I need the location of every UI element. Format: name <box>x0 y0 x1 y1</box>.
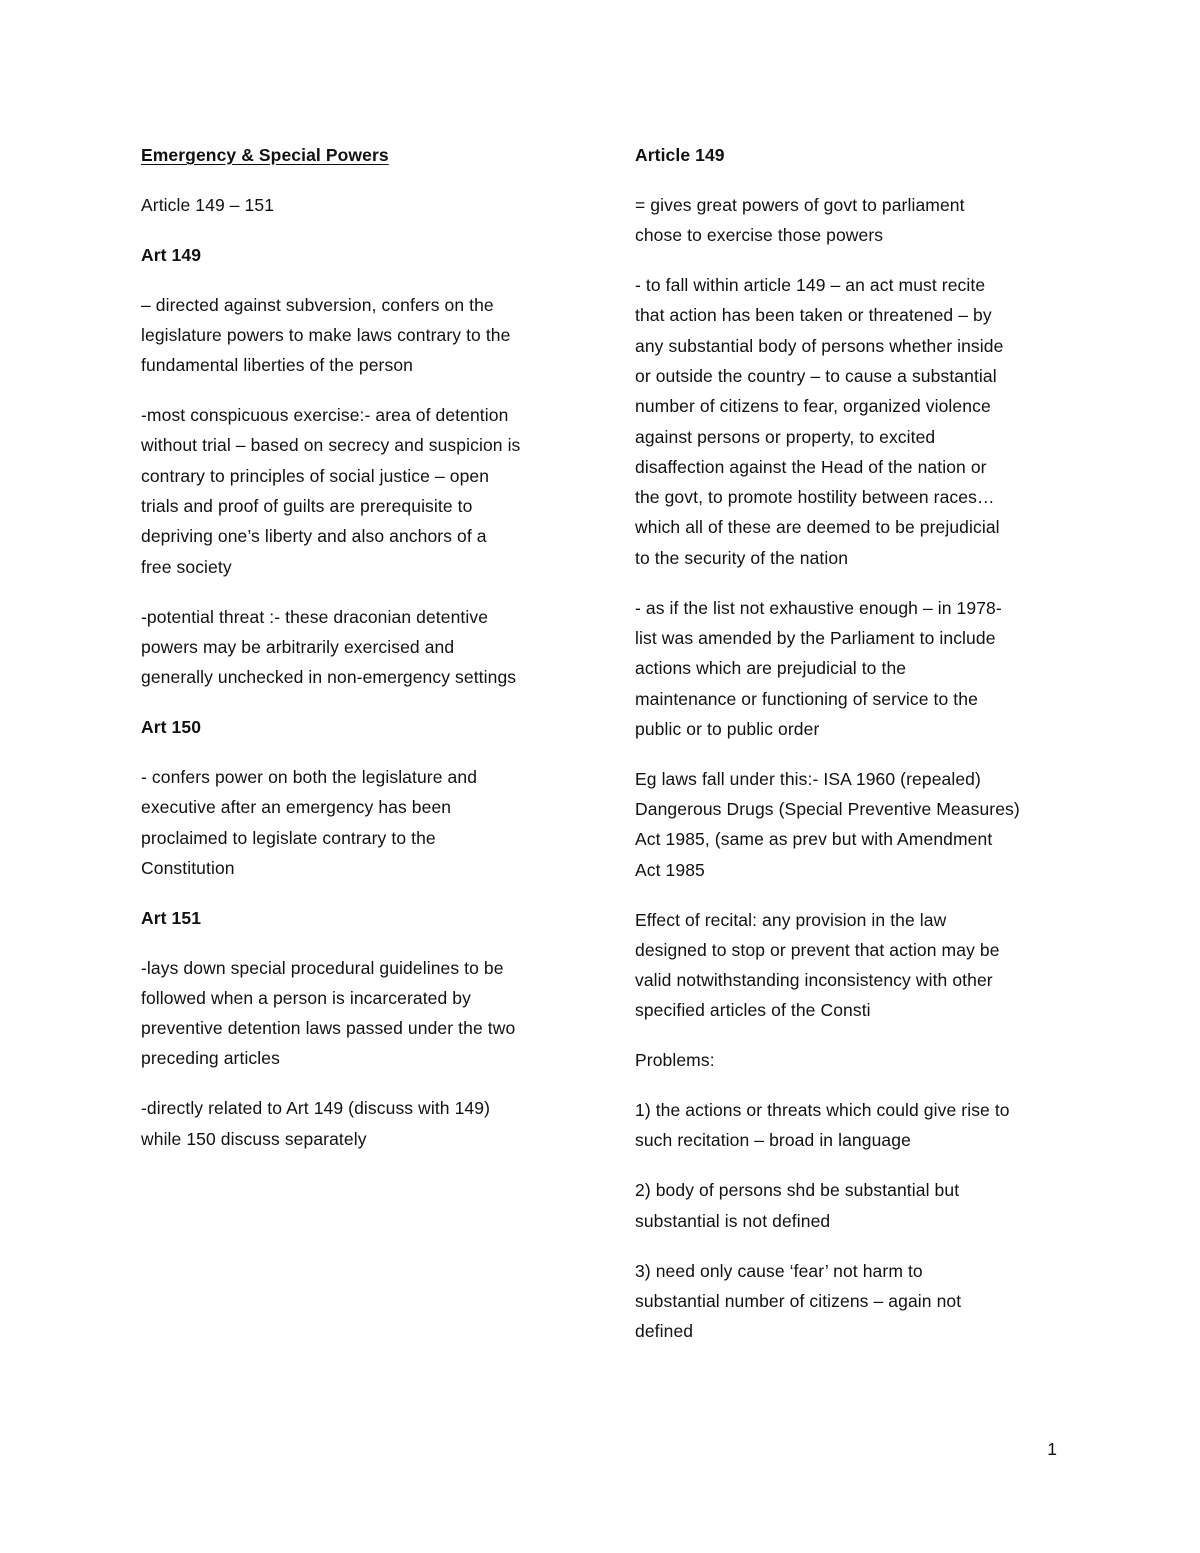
text-line: - to fall within article 149 – an act must recite <box>635 275 986 296</box>
text-line: any substantial body of persons whether inside <box>635 335 1004 356</box>
text-line: the govt, to promote hostility between races… <box>635 487 995 508</box>
paragraph-gap <box>141 582 577 602</box>
text-line: – directed against subversion, confers on the <box>141 294 494 315</box>
text-line: substantial is not defined <box>635 1210 831 1231</box>
left-column <box>141 140 577 1154</box>
text-line: powers may be arbitrarily exercised and <box>141 636 455 657</box>
text-line: substantial number of citizens – again not <box>635 1290 962 1311</box>
paragraph <box>141 1093 577 1154</box>
text-line: actions which are prejudicial to the <box>635 658 907 679</box>
document-title <box>141 140 577 170</box>
text-line: 3) need only cause ‘fear’ not harm to <box>635 1260 923 1281</box>
text-line: = gives great powers of govt to parliament <box>635 194 965 215</box>
text-line: chose to exercise those powers <box>635 225 884 246</box>
text-line: fundamental liberties of the person <box>141 355 413 376</box>
paragraph-gap <box>635 1076 1065 1096</box>
text-line: -potential threat :- these draconian detentive <box>141 606 489 627</box>
text-line: 1) the actions or threats which could give rise to <box>635 1100 1010 1121</box>
text-line: Article 149 – 151 <box>141 194 275 215</box>
paragraph-gap <box>635 1236 1065 1256</box>
paragraph <box>141 400 577 582</box>
paragraph <box>635 593 1065 744</box>
text-line: contrary to principles of social justice – open <box>141 465 490 486</box>
right-column <box>635 140 1065 1346</box>
text-line: disaffection against the Head of the nation or <box>635 456 987 477</box>
text-line: Act 1985 <box>635 859 705 880</box>
text-line: to the security of the nation <box>635 547 849 568</box>
text-line: list was amended by the Parliament to include <box>635 627 996 648</box>
text-line: - as if the list not exhaustive enough – in 1978- <box>635 597 1002 618</box>
text-line: Art 151 <box>141 907 202 928</box>
paragraph <box>635 905 1065 1026</box>
section-heading <box>141 903 577 933</box>
text-line: Art 149 <box>141 244 202 265</box>
text-line: Act 1985, (same as prev but with Amendment <box>635 829 993 850</box>
text-line: designed to stop or prevent that action may be <box>635 939 1000 960</box>
text-line: Article 149 <box>635 145 725 165</box>
text-line: trials and proof of guilts are prerequisite to <box>141 496 473 517</box>
paragraph <box>141 953 577 1074</box>
text-line: specified articles of the Consti <box>635 1000 871 1021</box>
text-line: -most conspicuous exercise:- area of detention <box>141 405 509 426</box>
paragraph-gap <box>141 220 577 240</box>
text-line: or outside the country – to cause a substantial <box>635 365 997 386</box>
paragraph-gap <box>635 573 1065 593</box>
paragraph <box>635 1045 1065 1075</box>
text-line: public or to public order <box>635 718 820 739</box>
paragraph <box>635 1095 1065 1156</box>
text-line: Art 150 <box>141 717 202 738</box>
text-line: Effect of recital: any provision in the law <box>635 909 947 930</box>
paragraph-gap <box>141 742 577 762</box>
paragraph-gap <box>635 744 1065 764</box>
text-line: defined <box>635 1321 694 1342</box>
text-line: preceding articles <box>141 1048 280 1069</box>
paragraph <box>635 764 1065 885</box>
text-line: Eg laws fall under this:- ISA 1960 (repealed) <box>635 768 981 789</box>
text-line: generally unchecked in non-emergency settings <box>141 667 517 688</box>
text-line: without trial – based on secrecy and suspicion is <box>141 435 521 456</box>
text-line: -directly related to Art 149 (discuss with 149) <box>141 1098 491 1119</box>
paragraph <box>635 1175 1065 1236</box>
paragraph <box>635 190 1065 251</box>
text-line: Constitution <box>141 857 235 878</box>
section-heading <box>141 712 577 742</box>
paragraph-gap <box>635 1156 1065 1176</box>
text-line: proclaimed to legislate contrary to the <box>141 827 436 848</box>
paragraph <box>141 190 577 220</box>
paragraph-gap <box>141 692 577 712</box>
text-line: - confers power on both the legislature and <box>141 766 478 787</box>
text-line: which all of these are deemed to be prejudicial <box>635 517 1000 538</box>
paragraph-gap <box>141 1074 577 1094</box>
text-line: maintenance or functioning of service to the <box>635 688 978 709</box>
paragraph-gap <box>141 933 577 953</box>
text-line: Problems: <box>635 1050 715 1071</box>
text-line: while 150 discuss separately <box>141 1128 367 1149</box>
text-line: valid notwithstanding inconsistency with other <box>635 970 993 991</box>
text-line: -lays down special procedural guidelines to be <box>141 957 504 978</box>
paragraph-gap <box>141 270 577 290</box>
text-line: Emergency & Special Powers <box>141 145 389 165</box>
text-line: number of citizens to fear, organized violence <box>635 396 991 417</box>
text-line: depriving one’s liberty and also anchors of a <box>141 526 487 547</box>
text-line: Dangerous Drugs (Special Preventive Measures) <box>635 799 1020 820</box>
paragraph-gap <box>635 1026 1065 1046</box>
paragraph <box>635 1256 1065 1347</box>
text-line: against persons or property, to excited <box>635 426 936 447</box>
paragraph <box>141 290 577 381</box>
section-heading <box>635 140 1065 170</box>
text-line: preventive detention laws passed under the two <box>141 1018 516 1039</box>
text-line: legislature powers to make laws contrary to the <box>141 324 511 345</box>
paragraph-gap <box>141 170 577 190</box>
text-line: free society <box>141 556 232 577</box>
text-line: that action has been taken or threatened – by <box>635 305 992 326</box>
paragraph-gap <box>635 170 1065 190</box>
paragraph <box>141 762 577 883</box>
paragraph-gap <box>141 883 577 903</box>
text-line: followed when a person is incarcerated by <box>141 987 471 1008</box>
paragraph-gap <box>141 381 577 401</box>
section-heading <box>141 240 577 270</box>
text-line: 2) body of persons shd be substantial but <box>635 1180 960 1201</box>
text-line: such recitation – broad in language <box>635 1130 911 1151</box>
paragraph-gap <box>635 250 1065 270</box>
paragraph <box>141 602 577 693</box>
paragraph <box>635 270 1065 573</box>
paragraph-gap <box>635 885 1065 905</box>
text-line: executive after an emergency has been <box>141 797 452 818</box>
page-number: 1 <box>1047 1439 1057 1459</box>
